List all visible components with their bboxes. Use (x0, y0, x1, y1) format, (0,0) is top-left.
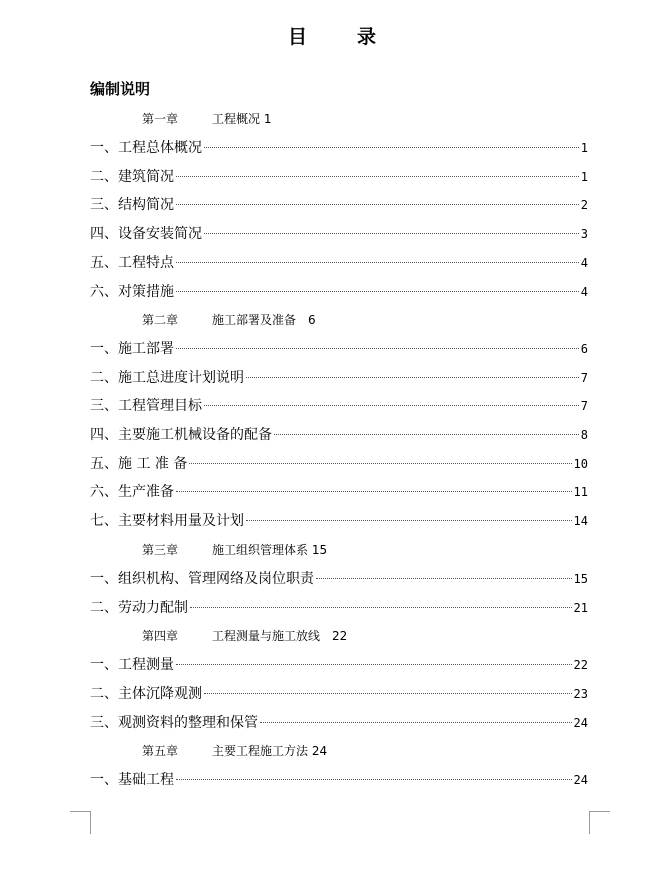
page-number: 4 (580, 285, 588, 299)
dot-leader (274, 434, 579, 435)
entry-label: 一、工程测量 (90, 657, 174, 673)
toc-entry[interactable] (90, 655, 588, 675)
chapter-title: 主要工程施工方法 24 (212, 744, 328, 758)
toc-entry[interactable] (90, 339, 588, 359)
toc-entry[interactable] (90, 282, 588, 302)
chapter-number: 第三章 (142, 543, 179, 557)
entry-label: 二、劳动力配制 (90, 600, 188, 616)
toc-entry[interactable] (90, 569, 588, 589)
entry-label: 一、施工部署 (90, 341, 174, 357)
page-number: 8 (580, 428, 588, 442)
dot-leader (204, 147, 579, 148)
dot-leader (190, 607, 572, 608)
toc-entry[interactable] (90, 713, 588, 733)
chapter-number: 第二章 (142, 313, 179, 327)
entry-label: 五、施 工 准 备 (90, 456, 188, 472)
dot-leader (176, 491, 572, 492)
chapter-title: 施工部署及准备 6 (212, 313, 316, 327)
toc-entry[interactable] (90, 511, 588, 531)
page-number: 1 (580, 141, 588, 155)
page-number: 6 (580, 342, 588, 356)
entry-label: 二、施工总进度计划说明 (90, 370, 244, 386)
entry-label: 六、对策措施 (90, 284, 174, 300)
page-title (0, 22, 664, 49)
dot-leader (204, 693, 572, 694)
entry-label: 三、结构简况 (90, 197, 174, 213)
dot-leader (204, 405, 579, 406)
toc-chapter[interactable] (142, 310, 316, 330)
entry-label: 一、工程总体概况 (90, 140, 202, 156)
dot-leader (176, 348, 579, 349)
toc-entry[interactable] (90, 770, 588, 790)
dot-leader (260, 722, 572, 723)
toc-entry[interactable] (90, 482, 588, 502)
toc-chapter[interactable] (142, 626, 347, 646)
page-number: 24 (573, 716, 588, 730)
page-number: 15 (573, 572, 588, 586)
toc-entry[interactable] (90, 167, 588, 187)
page-number: 7 (580, 399, 588, 413)
dot-leader (189, 463, 571, 464)
toc-entry[interactable] (90, 195, 588, 215)
entry-label: 四、设备安装简况 (90, 226, 202, 242)
dot-leader (176, 779, 572, 780)
page-number: 23 (573, 687, 588, 701)
dot-leader (176, 176, 579, 177)
page-number: 22 (573, 658, 588, 672)
title-char-1: 目 (287, 26, 307, 48)
page-number: 10 (573, 457, 588, 471)
chapter-number: 第四章 (142, 629, 179, 643)
entry-label: 五、工程特点 (90, 255, 174, 271)
chapter-number: 第一章 (142, 112, 179, 126)
toc-entry[interactable] (90, 224, 588, 244)
dot-leader (176, 291, 579, 292)
entry-label: 二、主体沉降观测 (90, 686, 202, 702)
entry-label: 七、主要材料用量及计划 (90, 513, 244, 529)
page-number: 21 (573, 601, 588, 615)
toc-chapter[interactable] (142, 109, 271, 129)
entry-label: 一、基础工程 (90, 772, 174, 788)
dot-leader (176, 204, 579, 205)
entry-label: 四、主要施工机械设备的配备 (90, 427, 272, 443)
page-number: 3 (580, 227, 588, 241)
toc-entry[interactable] (90, 598, 588, 618)
page-number: 4 (580, 256, 588, 270)
entry-label: 六、生产准备 (90, 484, 174, 500)
entry-label: 三、观测资料的整理和保管 (90, 715, 258, 731)
chapter-title: 工程概况 1 (212, 112, 272, 126)
dot-leader (246, 520, 572, 521)
page-number: 1 (580, 170, 588, 184)
toc-chapter[interactable] (142, 540, 327, 560)
toc-entry[interactable] (90, 368, 588, 388)
entry-label: 二、建筑简况 (90, 169, 174, 185)
chapter-title: 施工组织管理体系 15 (212, 543, 328, 557)
page-number: 11 (573, 485, 588, 499)
page-corner-mark-left (70, 811, 91, 834)
entry-label: 三、工程管理目标 (90, 398, 202, 414)
chapter-number: 第五章 (142, 744, 179, 758)
page-number: 7 (580, 371, 588, 385)
toc-entry[interactable] (90, 454, 588, 474)
dot-leader (204, 233, 579, 234)
toc-entry[interactable] (90, 425, 588, 445)
dot-leader (176, 262, 579, 263)
page-number: 24 (573, 773, 588, 787)
page-number: 14 (573, 514, 588, 528)
page-number: 2 (580, 198, 588, 212)
dot-leader (176, 664, 572, 665)
page-corner-mark-right (589, 811, 610, 834)
dot-leader (316, 578, 572, 579)
toc-entry[interactable] (90, 138, 588, 158)
title-char-2: 录 (357, 26, 377, 48)
section-heading[interactable]: 编制说明 (90, 80, 151, 98)
toc-entry[interactable] (90, 253, 588, 273)
dot-leader (246, 377, 579, 378)
chapter-title: 工程测量与施工放线 22 (212, 629, 348, 643)
toc-chapter[interactable] (142, 741, 327, 761)
toc-entry[interactable] (90, 684, 588, 704)
entry-label: 一、组织机构、管理网络及岗位职责 (90, 571, 314, 587)
toc-entry[interactable] (90, 396, 588, 416)
